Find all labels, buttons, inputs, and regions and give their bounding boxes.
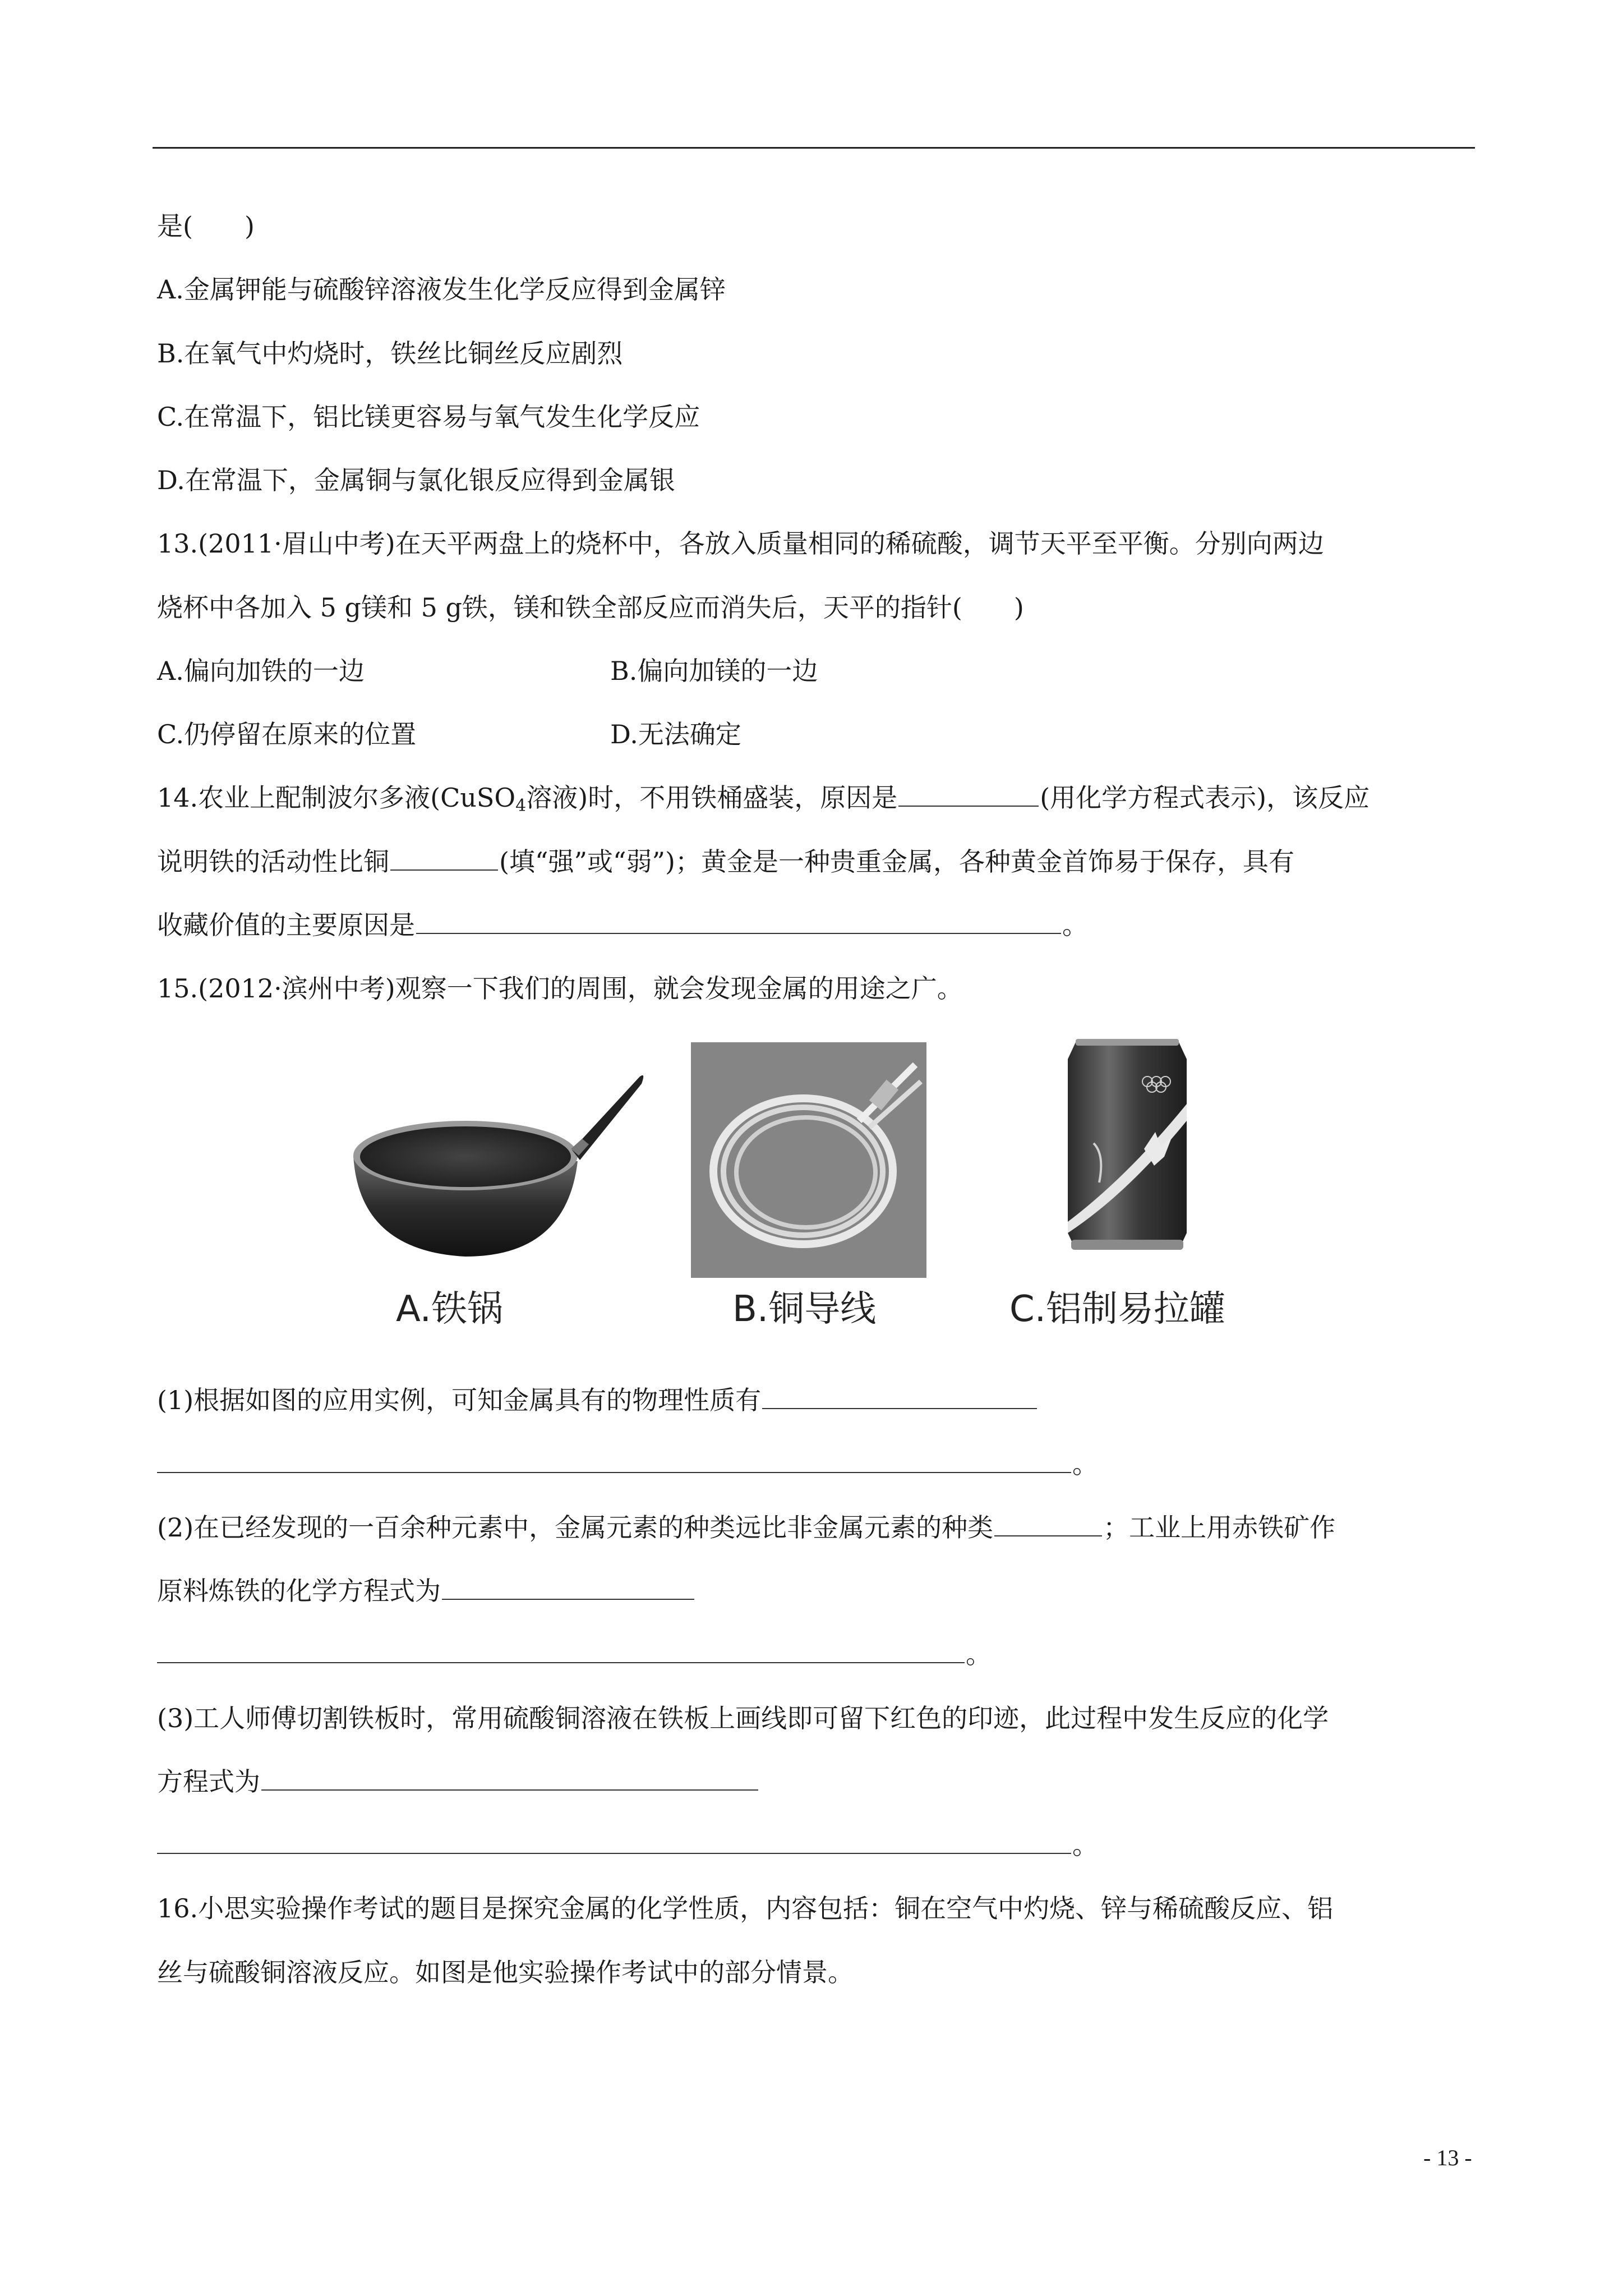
q15-part2-end: 。: [966, 1639, 992, 1669]
caption-iron-wok: A.铁锅: [396, 1289, 503, 1330]
q15-part3-line3: [157, 1828, 1098, 1862]
q15-part1-line1: [157, 1383, 1038, 1417]
q13-line1: 13.(2011·眉山中考)在天平两盘上的烧杯中，各放入质量相同的稀硫酸，调节天平至平衡。分别向两边: [157, 528, 1324, 559]
q13-option-b: B.偏向加镁的一边: [610, 656, 818, 686]
q15-answer-blank-2b[interactable]: [442, 1574, 694, 1600]
q12-option-b: B.在氧气中灼烧时，铁丝比铜丝反应剧烈: [157, 338, 623, 369]
q14-text-1c: (用化学方程式表示)，该反应: [1040, 783, 1370, 813]
q14-text-2a: 说明铁的活动性比铜: [157, 846, 389, 877]
q14-line1: [157, 781, 1370, 823]
q15-part2-text-b: ；工业上用赤铁矿作: [1103, 1512, 1336, 1543]
aluminum-can-image: [1060, 1037, 1195, 1255]
q12-option-c: C.在常温下，铝比镁更容易与氧气发生化学反应: [157, 402, 700, 432]
q15-part1-text: (1)根据如图的应用实例，可知金属具有的物理性质有: [157, 1385, 762, 1415]
q15-part3-text-b: 方程式为: [157, 1766, 260, 1797]
q15-answer-blank-3b[interactable]: [157, 1828, 1071, 1854]
q16-line2: 丝与硫酸铜溶液反应。如图是他实验操作考试中的部分情景。: [157, 1957, 854, 1987]
q14-text-1b: 溶液)时，不用铁桶盛装，原因是: [526, 783, 898, 813]
q14-text-3a: 收藏价值的主要原因是: [157, 910, 415, 940]
q13-option-a: A.偏向加铁的一边: [157, 656, 365, 686]
q16-line1: [157, 1892, 1333, 1925]
q13-options-row1: [157, 654, 365, 688]
page-number: - 13 -: [1423, 2145, 1472, 2170]
header-rule: [153, 147, 1475, 149]
iron-wok-image: [348, 1060, 651, 1268]
q14-line2: [157, 845, 1294, 878]
q14-answer-blank-3[interactable]: [416, 908, 1061, 934]
q15-part2-line1: [157, 1511, 1335, 1544]
q14-answer-blank-1[interactable]: [898, 781, 1039, 807]
q16-number: 16.: [157, 1893, 199, 1924]
q12-option-d: D.在常温下，金属铜与氯化银反应得到金属银: [157, 465, 675, 495]
caption-copper-wire: B.铜导线: [732, 1289, 877, 1330]
q15-part3-line1: (3)工人师傅切割铁板时，常用硫酸铜溶液在铁板上画线即可留下红色的印迹，此过程中发生反应的化学: [157, 1703, 1329, 1733]
q15-part2-text-a: (2)在已经发现的一百余种元素中，金属元素的种类远比非金属元素的种类: [157, 1512, 994, 1543]
q15-part3-line2: [157, 1765, 759, 1798]
q15-answer-blank-1b[interactable]: [157, 1447, 1071, 1473]
q12-option-a: A.金属钾能与硫酸锌溶液发生化学反应得到金属锌: [157, 274, 726, 305]
q15-part2-line3: [157, 1637, 992, 1671]
q15-part2-text-c: 原料炼铁的化学方程式为: [157, 1576, 441, 1606]
q14-line3: [157, 908, 1088, 942]
caption-aluminum-can: C.铝制易拉罐: [1009, 1289, 1226, 1330]
q16-text-1: 小思实验操作考试的题目是探究金属的化学性质，内容包括：铜在空气中灼烧、锌与稀硫酸反应、铝: [198, 1893, 1334, 1924]
q14-answer-blank-2[interactable]: [390, 845, 498, 871]
q15-part1-line2: [157, 1447, 1098, 1481]
q15-answer-blank-2a[interactable]: [994, 1511, 1102, 1536]
q14-text-1a: 14.农业上配制波尔多液(CuSO: [157, 783, 516, 813]
q14-text-3-end: 。: [1062, 910, 1088, 940]
q14-text-2b: (填“强”或“弱”)；黄金是一种贵重金属，各种黄金首饰易于保存，具有: [499, 846, 1294, 877]
q13-option-c: C.仍停留在原来的位置: [157, 719, 417, 749]
q13-line2: 烧杯中各加入 5 g镁和 5 g铁，镁和铁全部反应而消失后，天平的指针( ): [157, 592, 1024, 623]
q15-part2-line2: [157, 1574, 695, 1608]
q14-subscript: 4: [515, 796, 527, 816]
q15-part1-end: 。: [1072, 1449, 1098, 1479]
q12-stem-tail: 是( ): [157, 211, 255, 241]
q15-answer-blank-1a[interactable]: [762, 1383, 1037, 1409]
q15-stem: 15.(2012·滨州中考)观察一下我们的周围，就会发现金属的用途之广。: [157, 973, 963, 1004]
q15-answer-blank-3a[interactable]: [261, 1765, 758, 1791]
q15-answer-blank-2c[interactable]: [157, 1637, 965, 1663]
copper-wire-image: [691, 1042, 926, 1278]
q15-part3-end: 。: [1072, 1830, 1098, 1860]
q13-option-d: D.无法确定: [610, 719, 741, 749]
